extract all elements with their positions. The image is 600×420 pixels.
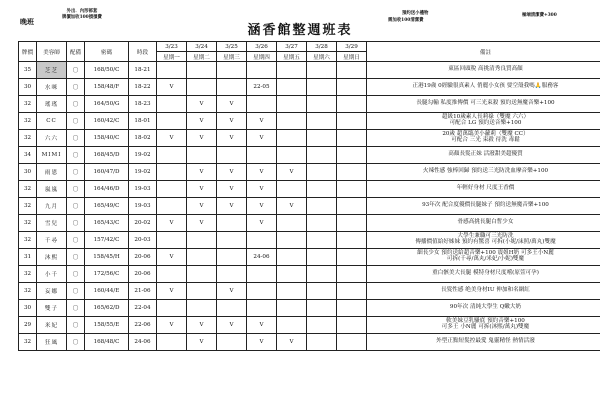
code-cell: 158/45/H — [85, 249, 129, 266]
day-cell: V — [157, 317, 187, 334]
price-cell: 32 — [19, 266, 37, 283]
table-row — [19, 198, 600, 215]
remarks-cell — [367, 266, 600, 283]
day-cell — [337, 198, 367, 215]
weekday-header: 星期三 — [217, 52, 247, 62]
remarks-cell — [367, 147, 600, 164]
table-row — [19, 283, 600, 300]
day-cell — [157, 266, 187, 283]
day-cell — [157, 113, 187, 130]
day-cell: V — [277, 164, 307, 181]
table-row — [19, 96, 600, 113]
day-cell — [247, 300, 277, 317]
remark-line: 高顏長髮正妹 活潑甜美超優質 — [448, 151, 523, 158]
price-cell: 32 — [19, 113, 37, 130]
timeslot-cell: 20-06 — [129, 266, 157, 283]
day-cell — [307, 62, 337, 79]
day-cell: V — [217, 181, 247, 198]
remark-line: 外型正點短髮控最愛 鬼靈精怪 熱情活潑 — [436, 338, 535, 345]
match-circle: 〇 — [67, 266, 85, 283]
timeslot-cell: 24-06 — [129, 334, 157, 351]
date-header: 3/24 — [187, 42, 217, 52]
day-cell — [277, 96, 307, 113]
remark-line: 軟美妹豆乳騷底 預約音樂+100 — [446, 318, 525, 325]
col-header-plate: 牌價 — [19, 42, 37, 62]
day-cell: V — [187, 113, 217, 130]
day-cell — [337, 62, 367, 79]
day-cell — [157, 147, 187, 164]
day-cell: V — [157, 249, 187, 266]
match-circle: 〇 — [67, 181, 85, 198]
day-cell — [307, 130, 337, 147]
day-cell — [277, 283, 307, 300]
table-row — [19, 113, 600, 130]
day-cell: V — [187, 164, 217, 181]
day-cell — [247, 232, 277, 249]
code-cell: 158/40/C — [85, 130, 129, 147]
day-cell — [247, 96, 277, 113]
day-cell: V — [247, 113, 277, 130]
day-cell — [217, 215, 247, 232]
date-header: 3/23 — [157, 42, 187, 52]
match-circle: 〇 — [67, 79, 85, 96]
remarks-cell — [367, 249, 600, 266]
day-cell — [337, 130, 367, 147]
date-header: 3/26 — [247, 42, 277, 52]
beautician-name: 瑤瑤 — [37, 96, 67, 113]
price-cell: 32 — [19, 130, 37, 147]
day-cell — [217, 62, 247, 79]
remark-line: 長腿勾輸 私度推傳價 可三光束殺 預約送無魔音樂+100 — [416, 100, 555, 107]
code-cell: 165/62/D — [85, 300, 129, 317]
day-cell — [307, 300, 337, 317]
weekday-header: 星期五 — [277, 52, 307, 62]
day-cell: V — [187, 96, 217, 113]
day-cell — [307, 266, 337, 283]
remark-line: 可配合 LG 預約送音樂+100 — [449, 120, 522, 126]
price-cell: 30 — [19, 300, 37, 317]
day-cell: V — [217, 283, 247, 300]
day-cell: V — [157, 79, 187, 96]
day-cell — [157, 164, 187, 181]
price-cell: 32 — [19, 198, 37, 215]
header-note-left-line: 外出．內形部套 — [66, 9, 98, 14]
price-cell: 32 — [19, 181, 37, 198]
table-row — [19, 317, 600, 334]
day-cell — [157, 198, 187, 215]
day-cell — [337, 334, 367, 351]
match-circle: 〇 — [67, 62, 85, 79]
beautician-name: 雙子 — [37, 300, 67, 317]
day-cell: V — [217, 164, 247, 181]
match-circle: 〇 — [67, 164, 85, 181]
timeslot-cell: 18-23 — [129, 96, 157, 113]
beautician-name: 小千 — [37, 266, 67, 283]
day-cell — [157, 300, 187, 317]
table-row — [19, 334, 600, 351]
beautician-name: 六六 — [37, 130, 67, 147]
code-cell: 165/43/C — [85, 215, 129, 232]
timeslot-cell: 19-02 — [129, 147, 157, 164]
remark-line: 正港19歲 0經驗很真素人 俏麗小女孩 要空殼我嗎🙏服務客 — [412, 83, 559, 90]
beautician-name: 雪兒 — [37, 215, 67, 232]
day-cell — [217, 147, 247, 164]
match-circle: 〇 — [67, 300, 85, 317]
day-cell — [307, 198, 337, 215]
beautician-name: 妄娜 — [37, 283, 67, 300]
day-cell — [337, 164, 367, 181]
remark-line: 93年次 配合度優價長腿妹子 預約送無魔音樂+100 — [422, 202, 549, 209]
day-cell — [217, 249, 247, 266]
day-cell — [307, 79, 337, 96]
remark-line: 可拆(千尋/萬丸/米妃/小妮)雙魔 — [446, 256, 525, 262]
day-cell — [187, 249, 217, 266]
remark-line: 傳播價值給好姊妹 預約有驚喜 可拆(小妮/沫照/萬丸)雙魔 — [415, 239, 556, 245]
table-row — [19, 215, 600, 232]
timeslot-cell: 19-03 — [129, 198, 157, 215]
code-cell: 168/45/D — [85, 147, 129, 164]
day-cell: V — [157, 215, 187, 232]
code-cell: 157/42/C — [85, 232, 129, 249]
remark-line: 超級10歲素人長莉祿（雙魔 六六） — [441, 114, 530, 121]
day-cell: V — [247, 130, 277, 147]
day-cell — [187, 147, 217, 164]
day-cell — [277, 215, 307, 232]
code-cell: 172/56/C — [85, 266, 129, 283]
day-cell — [247, 62, 277, 79]
timeslot-cell: 20-03 — [129, 232, 157, 249]
day-cell: V — [217, 130, 247, 147]
day-cell — [277, 317, 307, 334]
day-cell — [277, 232, 307, 249]
price-cell: 32 — [19, 215, 37, 232]
timeslot-cell: 18-02 — [129, 130, 157, 147]
beautician-name: 雨恩 — [37, 164, 67, 181]
day-cell — [307, 283, 337, 300]
price-cell: 32 — [19, 283, 37, 300]
code-cell: 158/55/E — [85, 317, 129, 334]
price-cell: 34 — [19, 147, 37, 164]
table-row — [19, 232, 600, 249]
price-cell: 32 — [19, 232, 37, 249]
code-cell: 160/44/E — [85, 283, 129, 300]
beautician-name: 水咪 — [37, 79, 67, 96]
code-cell: 158/48/F — [85, 79, 129, 96]
price-cell: 29 — [19, 317, 37, 334]
day-cell: V — [277, 198, 307, 215]
match-circle: 〇 — [67, 113, 85, 130]
code-cell: 160/47/D — [85, 164, 129, 181]
day-cell — [277, 266, 307, 283]
table-row — [19, 181, 600, 198]
remark-line: 長髮性感 绝美身材IU 伸加和名網紅 — [441, 287, 530, 294]
beautician-name: 芝芝 — [37, 62, 67, 79]
price-cell: 30 — [19, 79, 37, 96]
day-cell: V — [187, 130, 217, 147]
day-cell: V — [247, 181, 277, 198]
day-cell: V — [187, 215, 217, 232]
day-cell: V — [217, 317, 247, 334]
day-cell — [337, 283, 367, 300]
beautician-name: 千尋 — [37, 232, 67, 249]
beautician-name: 狂風 — [37, 334, 67, 351]
day-cell — [307, 317, 337, 334]
day-cell — [187, 300, 217, 317]
day-cell — [307, 96, 337, 113]
day-cell: V — [277, 334, 307, 351]
day-cell — [307, 164, 337, 181]
day-cell: V — [247, 164, 277, 181]
day-cell — [187, 62, 217, 79]
day-cell — [157, 181, 187, 198]
day-cell — [277, 300, 307, 317]
remarks-cell — [367, 334, 600, 351]
remarks-cell — [367, 317, 600, 334]
date-header: 3/28 — [307, 42, 337, 52]
day-cell — [247, 283, 277, 300]
shift-label: 晚班 — [20, 17, 34, 26]
remark-line: 重白骸美大長腿 模特身材尺度嚐(原萱可孕) — [432, 270, 539, 277]
day-cell: V — [247, 334, 277, 351]
day-cell: V — [187, 198, 217, 215]
day-cell — [247, 266, 277, 283]
day-cell — [307, 249, 337, 266]
table-row — [19, 266, 600, 283]
remarks-cell — [367, 113, 600, 130]
day-cell — [277, 181, 307, 198]
day-cell — [187, 283, 217, 300]
date-header: 3/27 — [277, 42, 307, 52]
day-cell — [157, 232, 187, 249]
day-cell — [307, 232, 337, 249]
day-cell — [217, 300, 247, 317]
code-cell: 160/42/C — [85, 113, 129, 130]
col-header-timeslot: 時段 — [129, 42, 157, 62]
day-cell: V — [157, 130, 187, 147]
day-cell — [337, 249, 367, 266]
day-cell — [157, 334, 187, 351]
day-cell: V — [187, 317, 217, 334]
day-cell — [277, 113, 307, 130]
day-cell — [337, 300, 367, 317]
day-cell — [247, 147, 277, 164]
remarks-cell — [367, 96, 600, 113]
day-cell — [277, 130, 307, 147]
header-note-right-fee: 需加收100清潔費 — [388, 18, 424, 23]
day-cell — [187, 79, 217, 96]
table-row — [19, 130, 600, 147]
remarks-cell — [367, 300, 600, 317]
remarks-cell — [367, 283, 600, 300]
day-cell: V — [247, 198, 277, 215]
match-circle: 〇 — [67, 232, 85, 249]
header — [0, 0, 600, 40]
day-cell — [337, 232, 367, 249]
match-circle: 〇 — [67, 198, 85, 215]
table-row — [19, 79, 600, 96]
match-circle: 〇 — [67, 317, 85, 334]
remark-line: 骨感高挑長腿白皙少女 — [457, 219, 514, 226]
timeslot-cell: 22-04 — [129, 300, 157, 317]
remarks-cell — [367, 198, 600, 215]
remarks-cell — [367, 130, 600, 147]
page-title: 涵香館整週班表 — [247, 23, 353, 38]
remarks-cell — [367, 79, 600, 96]
timeslot-cell: 18-01 — [129, 113, 157, 130]
day-cell — [307, 113, 337, 130]
weekday-header: 星期四 — [247, 52, 277, 62]
col-header-code: 密碼 — [85, 42, 129, 62]
price-cell: 35 — [19, 62, 37, 79]
price-cell: 32 — [19, 334, 37, 351]
beautician-name: 嵐嵐 — [37, 181, 67, 198]
date-header: 3/25 — [217, 42, 247, 52]
day-cell: V — [217, 96, 247, 113]
header-note-left-line: 牌價加收100摃摃費 — [62, 15, 102, 20]
day-cell — [337, 215, 367, 232]
day-cell — [307, 334, 337, 351]
date-header: 3/29 — [337, 42, 367, 52]
schedule-table — [18, 41, 600, 351]
day-cell — [337, 79, 367, 96]
col-header-beautician: 美容師 — [37, 42, 67, 62]
remarks-cell — [367, 164, 600, 181]
day-cell: V — [157, 283, 187, 300]
day-cell — [307, 147, 337, 164]
day-cell: V — [187, 334, 217, 351]
day-cell — [337, 147, 367, 164]
remark-line: 火辣性感 強棒回歸 預約送三光防洗血摩音樂+100 — [422, 168, 549, 175]
timeslot-cell: 22-06 — [129, 317, 157, 334]
price-cell: 30 — [19, 164, 37, 181]
weekday-header: 星期六 — [307, 52, 337, 62]
remark-line: 可多王 小N麗 可拆(沐熙/萬丸)雙魔 — [441, 324, 530, 330]
header-note-right-gift: 預約送小禮物 — [402, 11, 429, 16]
match-circle: 〇 — [67, 249, 85, 266]
remark-line: 大學生兼職可三光防洗 — [457, 233, 514, 240]
day-cell — [307, 215, 337, 232]
day-cell: 22-05 — [247, 79, 277, 96]
day-cell: V — [187, 181, 217, 198]
remarks-cell — [367, 232, 600, 249]
code-cell: 165/49/C — [85, 198, 129, 215]
remarks-cell — [367, 62, 600, 79]
day-cell — [277, 79, 307, 96]
day-cell — [277, 62, 307, 79]
day-cell — [187, 232, 217, 249]
day-cell — [217, 232, 247, 249]
day-cell — [157, 96, 187, 113]
weekday-header: 星期一 — [157, 52, 187, 62]
match-circle: 〇 — [67, 215, 85, 232]
day-cell — [217, 334, 247, 351]
day-cell — [217, 79, 247, 96]
timeslot-cell: 20-06 — [129, 249, 157, 266]
day-cell: V — [217, 198, 247, 215]
timeslot-cell: 19-02 — [129, 164, 157, 181]
table-row — [19, 62, 600, 79]
timeslot-cell: 21-06 — [129, 283, 157, 300]
day-cell — [157, 62, 187, 79]
table-row — [19, 164, 600, 181]
timeslot-cell: 19-03 — [129, 181, 157, 198]
remarks-cell — [367, 215, 600, 232]
table-row — [19, 300, 600, 317]
match-circle: 〇 — [67, 96, 85, 113]
price-cell: 31 — [19, 249, 37, 266]
day-cell — [277, 147, 307, 164]
remark-line: 細長少女 預約送給超音樂+100 震姐H奶 可多王小N麗 — [417, 250, 554, 257]
day-cell — [307, 181, 337, 198]
schedule-rows — [19, 62, 600, 351]
day-cell — [337, 317, 367, 334]
weekday-header: 星期日 — [337, 52, 367, 62]
price-cell: 32 — [19, 96, 37, 113]
remarks-cell — [367, 181, 600, 198]
day-cell — [187, 266, 217, 283]
timeslot-cell: 20-02 — [129, 215, 157, 232]
remark-line: 年輕好身材 尺度王香價 — [456, 185, 515, 192]
day-cell — [337, 181, 367, 198]
timeslot-cell: 18-22 — [129, 79, 157, 96]
code-cell: 164/46/D — [85, 181, 129, 198]
remark-line: 東區回頭稅 高挑清秀良質高顏 — [448, 66, 523, 73]
match-circle: 〇 — [67, 130, 85, 147]
day-cell — [337, 113, 367, 130]
day-cell — [217, 266, 247, 283]
col-header-match: 配備 — [67, 42, 85, 62]
beautician-name: CC — [37, 113, 67, 130]
beautician-name: 沐熙 — [37, 249, 67, 266]
day-cell — [277, 249, 307, 266]
beautician-name: 米妃 — [37, 317, 67, 334]
match-circle: 〇 — [67, 334, 85, 351]
match-circle: 〇 — [67, 283, 85, 300]
remark-line: 可配合 三光 束殺 待洗 毒鬆 — [451, 137, 520, 143]
col-header-remarks: 備註 — [367, 42, 600, 62]
table-row — [19, 249, 600, 266]
beautician-name: MIMI — [37, 147, 67, 164]
timeslot-cell: 18-21 — [129, 62, 157, 79]
code-cell: 164/50/G — [85, 96, 129, 113]
day-cell — [337, 96, 367, 113]
match-circle: 〇 — [67, 147, 85, 164]
remark-line: 90年次 清純大學生 Q嫩大奶 — [449, 304, 522, 311]
header-note-right-extra: 極端清潔費+300 — [522, 13, 557, 18]
weekday-header: 星期二 — [187, 52, 217, 62]
day-cell: 24-06 — [247, 249, 277, 266]
day-cell: V — [247, 317, 277, 334]
code-cell: 168/50/C — [85, 62, 129, 79]
code-cell: 168/48/C — [85, 334, 129, 351]
day-cell: V — [247, 215, 277, 232]
beautician-name: 九月 — [37, 198, 67, 215]
table-row — [19, 147, 600, 164]
day-cell — [337, 266, 367, 283]
day-cell: V — [217, 113, 247, 130]
remark-line: 20歲 超萬臨美小蘿莉（雙魔 CC） — [442, 131, 529, 138]
